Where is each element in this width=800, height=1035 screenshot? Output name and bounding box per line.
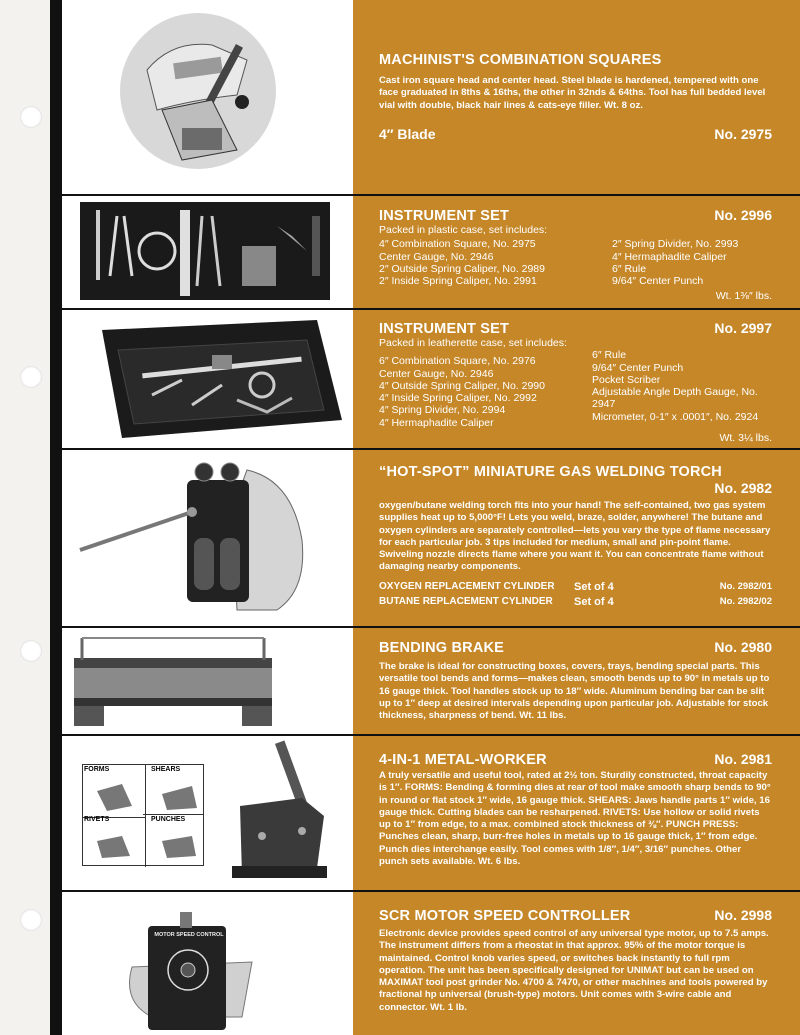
set-item: Pocket Scriber <box>592 373 661 386</box>
product-number: No. 2980 <box>714 639 772 655</box>
diagram-label: RIVETS <box>83 815 146 867</box>
set-item: 9/64″ Center Punch <box>592 361 684 374</box>
accessory-set: Set of 4 <box>574 595 614 608</box>
product-title: “HOT-SPOT” MINIATURE GAS WELDING TORCH <box>379 464 722 480</box>
set-items-right <box>612 238 772 287</box>
set-item: 6″ Combination Square, No. 2976 <box>379 355 536 368</box>
diagram-label: FORMS <box>83 765 146 818</box>
accessory-number: No. 2982/01 <box>719 580 772 592</box>
binder-hole <box>20 909 42 931</box>
product-row <box>62 628 800 734</box>
product-image <box>62 196 353 308</box>
set-item: Micrometer, 0-1″ x .0001″, No. 2924 <box>592 410 759 423</box>
product-number: No. 2998 <box>714 907 772 923</box>
product-number: No. 2982 <box>714 480 772 496</box>
product-description: oxygen/butane welding torch fits into your hand! The self-contained, two gas system supplies heat up to 5,000°F! Lets you weld, braze, solder, anywhere! The butane and oxygen cylinders are separately controlled—lets you vary the type of flame necessary for each particular job. 3 tips included for medium, small and pin-point flame. Swiveling nozzle directs flame where you want it. You can concentrate flame without damaging nearby components. <box>379 500 771 573</box>
set-item: 4″ Hermaphadite Caliper <box>379 416 494 429</box>
blade-size: 4″ Blade <box>379 125 436 142</box>
set-item: 4″ Spring Divider, No. 2994 <box>379 404 506 417</box>
product-description: A truly versatile and useful tool, rated at 2½ ton. Sturdily constructed, throat capacity is 1″. FORMS: Bending & forming dies at rear of tool make smooth sharp bends to 90° in round or flat stock 1″ wide, 16 gauge thick. SHEARS: Jaws handle parts 1″ wide, 16 gauge thick. Cutting blades can be resharpened. RIVETS: Use hollow or solid rivets up to 1″ from edge, to a max. combined stock thickness of ⅜″. PUNCH PRESS: Punches clean, sharp, burr-free holes in metals up to 16 gauge thick, 1″ from edge. Punch dies interchange easily. Tool comes with 1/8″, 1/4″, 3/16″ punches. Other punch sets available. Wt. 6 lbs. <box>379 770 771 868</box>
diagram-label: SHEARS <box>143 765 203 815</box>
product-weight: Wt. 3¼ lbs. <box>719 432 772 445</box>
set-items-left <box>379 238 545 287</box>
binder-hole <box>20 106 42 128</box>
product-row <box>62 892 800 1035</box>
product-description: Cast iron square head and center head. Steel blade is hardened, tempered with one face graduated in 8ths & 16ths, the other in 32nds & 64ths. Tool has full bedded level vial with double, black hair lines & cats-eye filler. Wt. 8 oz. <box>379 75 766 111</box>
product-title: INSTRUMENT SET <box>379 208 510 224</box>
set-item: 4″ Hermaphadite Caliper <box>612 250 727 263</box>
product-title: INSTRUMENT SET <box>379 321 510 337</box>
product-text <box>353 736 800 890</box>
binder-edge <box>50 0 62 1035</box>
binder-strip <box>0 0 50 1035</box>
product-image <box>62 310 353 448</box>
accessory-name: BUTANE REPLACEMENT CYLINDER <box>379 595 553 607</box>
product-image <box>62 450 353 626</box>
product-weight: Wt. 1⅜″ lbs. <box>715 290 772 303</box>
accessory-name: OXYGEN REPLACEMENT CYLINDER <box>379 580 555 592</box>
set-item: 4″ Combination Square, No. 2975 <box>379 238 536 251</box>
product-number: No. 2981 <box>714 751 772 767</box>
set-subtitle: Packed in plastic case, set includes: <box>379 224 548 236</box>
product-title: 4-IN-1 METAL-WORKER <box>379 752 547 768</box>
product-description: The brake is ideal for constructing boxes, covers, trays, bending special parts. This versatile tool bends and forms—makes clean, smooth bends up to 90° in metals up to 16 gauge thick. Tool handles stock up to 18″ wide. Aluminum bending bar can be slit up to 1″ deep at desired intervals depending upon particular job. Adjustable for stock thickness, sharpness of bend. Wt. 11 lbs. <box>379 661 770 722</box>
device-label: MOTOR SPEED CONTROL <box>154 932 224 938</box>
accessory-row <box>379 581 772 593</box>
product-image <box>62 736 353 890</box>
product-title: SCR MOTOR SPEED CONTROLLER <box>379 908 631 924</box>
set-items-left <box>379 355 545 429</box>
set-item: 2″ Spring Divider, No. 2993 <box>612 238 739 251</box>
product-image <box>62 628 353 734</box>
product-image <box>62 0 353 194</box>
product-number: No. 2997 <box>714 320 772 336</box>
set-item: 6″ Rule <box>612 262 647 275</box>
product-text <box>353 628 800 734</box>
set-item: Center Gauge, No. 2946 <box>379 367 494 380</box>
set-item: Center Gauge, No. 2946 <box>379 250 494 263</box>
set-subtitle: Packed in leatherette case, set includes: <box>379 337 567 349</box>
product-row <box>62 196 800 308</box>
product-row <box>62 736 800 890</box>
set-item: 4″ Outside Spring Caliper, No. 2990 <box>379 379 545 392</box>
set-item: 2″ Inside Spring Caliper, No. 2991 <box>379 275 537 288</box>
set-item: 9/64″ Center Punch <box>612 275 704 288</box>
set-item: 6″ Rule <box>592 349 627 362</box>
product-title: MACHINIST'S COMBINATION SQUARES <box>379 52 662 68</box>
product-image <box>62 892 353 1035</box>
binder-hole <box>20 366 42 388</box>
diagram-label: PUNCHES <box>151 816 186 823</box>
binder-hole <box>20 640 42 662</box>
product-text <box>353 892 800 1035</box>
product-text <box>353 196 800 308</box>
product-text <box>353 450 800 626</box>
product-text <box>353 0 800 194</box>
catalog-page <box>62 0 800 1035</box>
product-number: No. 2996 <box>714 207 772 223</box>
set-items-right <box>592 349 772 429</box>
set-item: Adjustable Angle Depth Gauge, No. 2947 <box>592 386 758 411</box>
product-description: Electronic device provides speed control of any universal type motor, up to 7.5 amps. The instrument differs from a rheostat in that approx. 95% of the motor torque is maintained. Control knob varies speed, or switches back instantly to full rpm operation. The unit has been specifically designed for UNIMAT but can be used on MAXIMAT tool post grinder No. 4700 & 7470, or other machines and tools powered by fractional hp universal (brush-type) motors. Unit comes with 3-wire cable and connector. Wt. 1 lb. <box>379 928 769 1013</box>
product-number: No. 2975 <box>714 125 772 142</box>
accessory-row <box>379 596 772 608</box>
product-row <box>62 450 800 626</box>
product-row <box>62 0 800 194</box>
set-item: 2″ Outside Spring Caliper, No. 2989 <box>379 262 545 275</box>
accessory-number: No. 2982/02 <box>719 595 772 607</box>
set-item: 4″ Inside Spring Caliper, No. 2992 <box>379 392 537 405</box>
product-text <box>353 310 800 448</box>
accessory-set: Set of 4 <box>574 580 614 593</box>
product-row <box>62 310 800 448</box>
product-title: BENDING BRAKE <box>379 640 505 656</box>
